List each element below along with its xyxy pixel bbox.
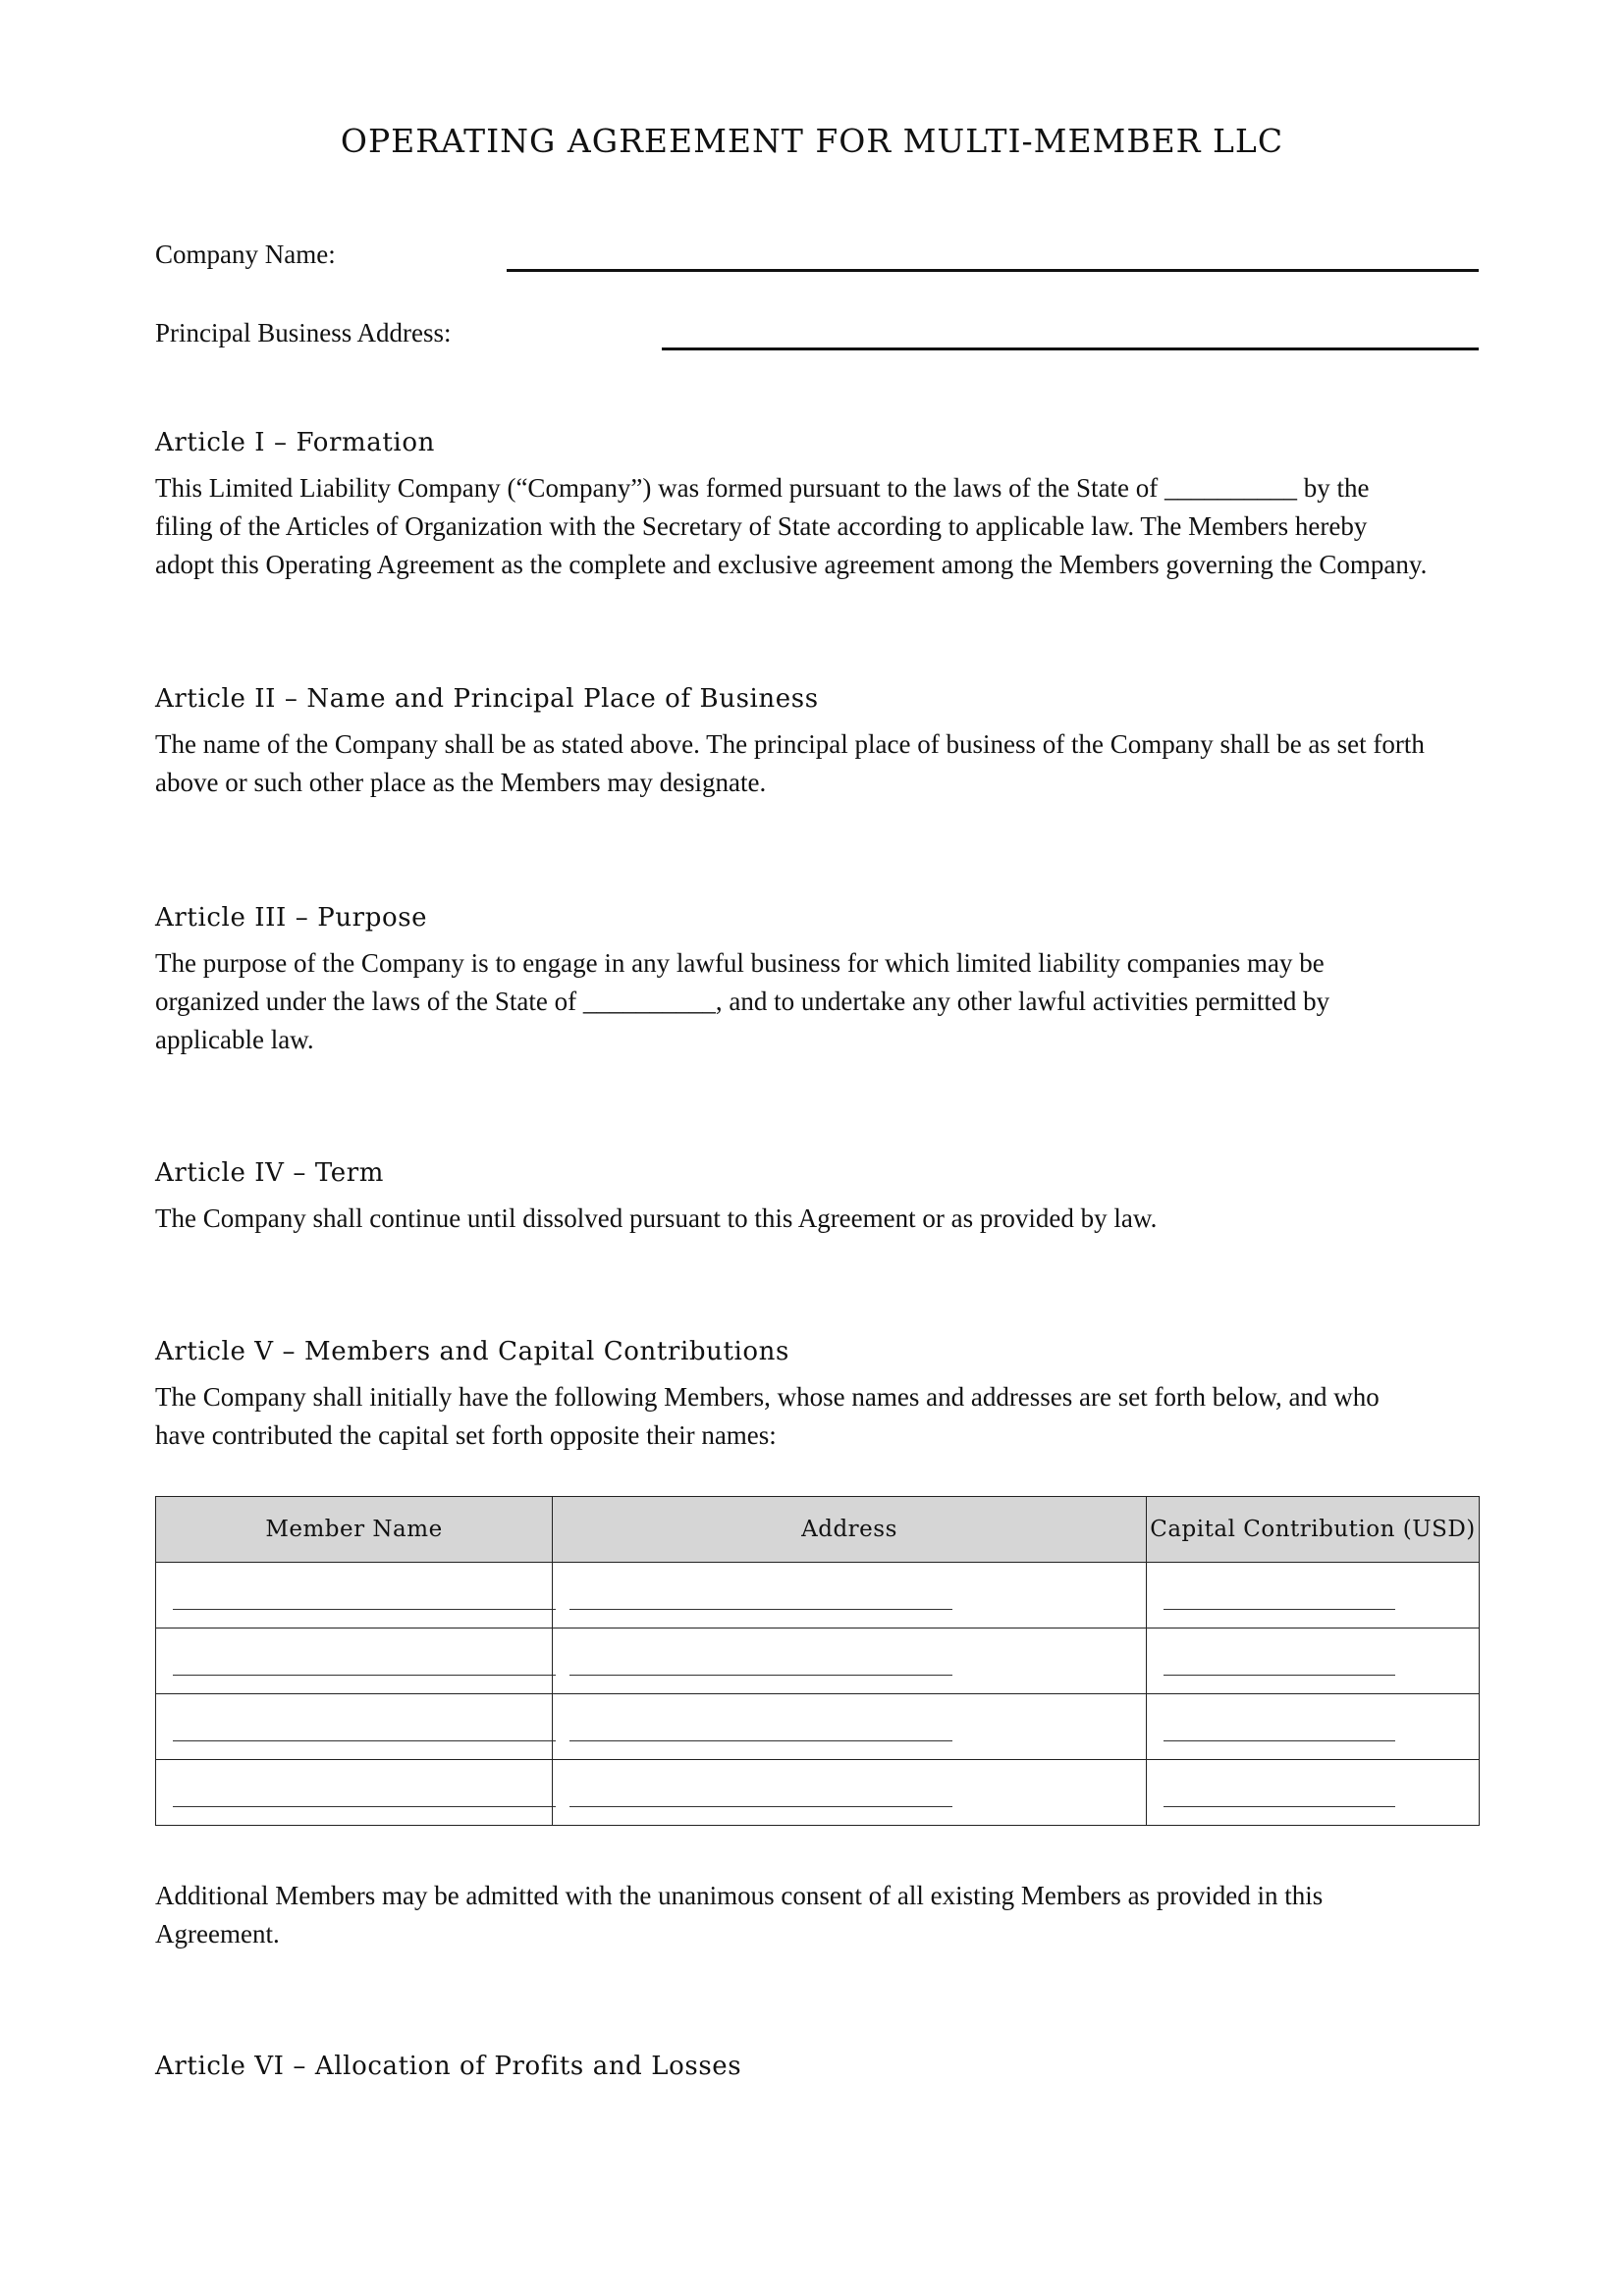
- header-member-name: Member Name: [156, 1497, 553, 1563]
- capital-contribution-cell[interactable]: [1147, 1563, 1480, 1629]
- member-address-blank: [569, 1609, 952, 1610]
- article-1-body: [155, 469, 1481, 584]
- capital-contribution-cell[interactable]: [1147, 1760, 1480, 1826]
- capital-contribution-blank: [1164, 1675, 1395, 1676]
- table-row: [156, 1694, 1480, 1760]
- member-name-blank: [173, 1675, 556, 1676]
- header-capital-contribution: Capital Contribution (USD): [1147, 1497, 1480, 1563]
- member-name-cell[interactable]: [156, 1760, 553, 1826]
- article-6-heading: Article VI – Allocation of Profits and Losses: [155, 2052, 742, 2081]
- article-5-additional-members: [155, 1877, 1481, 1953]
- article-4-body: [155, 1200, 1481, 1238]
- article-2-heading: Article II – Name and Principal Place of Business: [155, 684, 819, 714]
- article-3-line: The purpose of the Company is to engage in any lawful business for which limited liability companies may be: [155, 948, 1325, 978]
- capital-contribution-blank: [1164, 1609, 1395, 1610]
- member-name-blank: [173, 1806, 556, 1807]
- member-name-cell[interactable]: [156, 1563, 553, 1629]
- article-2-body: [155, 725, 1481, 802]
- member-name-cell[interactable]: [156, 1629, 553, 1694]
- article-5-line: have contributed the capital set forth opposite their names:: [155, 1420, 777, 1450]
- member-address-cell[interactable]: [553, 1629, 1147, 1694]
- header-address: Address: [553, 1497, 1147, 1563]
- article-5-line: The Company shall initially have the following Members, whose names and addresses are set forth below, and who: [155, 1382, 1380, 1412]
- article-5-after-line: Agreement.: [155, 1919, 280, 1949]
- company-name-field[interactable]: [507, 269, 1479, 272]
- article-3-line: applicable law.: [155, 1025, 314, 1054]
- article-2-line: The name of the Company shall be as stated above. The principal place of business of the Company shall be as set forth: [155, 729, 1425, 759]
- table-row: [156, 1760, 1480, 1826]
- article-5-body: [155, 1378, 1481, 1455]
- article-3-body: [155, 944, 1481, 1059]
- capital-contribution-blank: [1164, 1806, 1395, 1807]
- member-address-cell[interactable]: [553, 1563, 1147, 1629]
- member-address-blank: [569, 1740, 952, 1741]
- members-table: [155, 1496, 1480, 1826]
- article-4-line: The Company shall continue until dissolved pursuant to this Agreement or as provided by law.: [155, 1203, 1158, 1233]
- principal-address-field[interactable]: [662, 347, 1479, 350]
- table-row: [156, 1629, 1480, 1694]
- member-address-blank: [569, 1806, 952, 1807]
- member-address-cell[interactable]: [553, 1760, 1147, 1826]
- document-title: OPERATING AGREEMENT FOR MULTI-MEMBER LLC: [340, 122, 1284, 160]
- table-row: [156, 1563, 1480, 1629]
- company-name-label: Company Name:: [155, 240, 336, 269]
- article-5-heading: Article V – Members and Capital Contributions: [155, 1337, 789, 1366]
- article-3-heading: Article III – Purpose: [155, 903, 428, 933]
- table-header-row: [156, 1497, 1480, 1563]
- member-address-blank: [569, 1675, 952, 1676]
- member-name-blank: [173, 1609, 556, 1610]
- article-1-line: filing of the Articles of Organization with the Secretary of State according to applicable law. The Members hereby: [155, 511, 1368, 541]
- article-5-after-line: Additional Members may be admitted with the unanimous consent of all existing Members as provided in this: [155, 1881, 1324, 1910]
- capital-contribution-blank: [1164, 1740, 1395, 1741]
- address-label: Principal Business Address:: [155, 318, 452, 347]
- member-name-cell[interactable]: [156, 1694, 553, 1760]
- capital-contribution-cell[interactable]: [1147, 1629, 1480, 1694]
- article-1-line: adopt this Operating Agreement as the complete and exclusive agreement among the Members governing the Company.: [155, 550, 1428, 579]
- capital-contribution-cell[interactable]: [1147, 1694, 1480, 1760]
- article-4-heading: Article IV – Term: [155, 1158, 385, 1188]
- article-1-heading: Article I – Formation: [155, 428, 435, 457]
- article-3-line: organized under the laws of the State of __________, and to undertake any other lawful activities permitted by: [155, 987, 1330, 1016]
- member-address-cell[interactable]: [553, 1694, 1147, 1760]
- article-1-line: This Limited Liability Company (“Company”) was formed pursuant to the laws of the State of __________ by the: [155, 473, 1370, 503]
- member-name-blank: [173, 1740, 556, 1741]
- article-2-line: above or such other place as the Members may designate.: [155, 768, 767, 797]
